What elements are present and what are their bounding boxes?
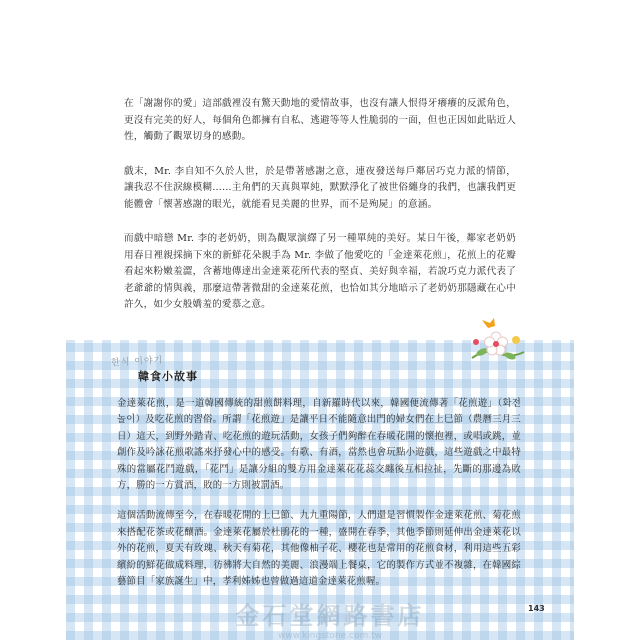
section-text <box>117 396 521 604</box>
page-number: 143 <box>528 604 545 613</box>
main-text <box>124 96 516 332</box>
watermark-text: 金石堂網路書店 <box>235 601 425 630</box>
section-title: 韓食小故事 <box>138 370 198 383</box>
main-paragraph-3: 而戲中暗戀 Mr. 李的老奶奶，則為觀眾演繹了另一種單純的美好。某日午後，鄰家老奶奶用春日裡親採摘下來的新鮮花朵親手為 Mr. 李做了他愛吃的「金達萊花煎」，花煎上的花瓣看起來粉嫩羞澀，含蓄地傳達出金達萊花所代表的堅貞、美好與幸福，若說巧克力派代表了老爺爺的情與義，那麼這帶著微甜的金達萊花煎，也恰如其分地暗示了老奶奶那隱藏在心中許久，如少女般嬌羞的愛慕之意。 <box>124 233 516 310</box>
section-paragraph-2: 這個活動流傳至今，在春暖花開的上巳節、九九重陽節，人們還是習慣製作金達萊花煎、菊花煎來搭配花茶或花釀酒。金達萊花屬於杜鵑花的一種，盛開在春季，其他季節則延伸出金達萊花以外的花煎，夏天有玫瑰、秋天有菊花，其他像柚子花、櫻花也是常用的花煎食材，利用這些五彩繽紛的鮮花做成料理，彷彿將大自然的美麗、浪漫端上餐桌，它的製作方式並不複雜，在韓國綜藝節目「家族誕生」中，孝利姊姊也曾做過這道金達萊花煎喔。 <box>117 510 521 588</box>
flower-illustration <box>466 318 530 370</box>
watermark-url: www.kingstone.com.tw <box>277 631 383 640</box>
korean-section-title: 한식 이야기 <box>110 355 164 369</box>
main-paragraph-2: 戲末，Mr. 李自知不久於人世，於是帶著感謝之意，連夜發送每戶鄰居巧克力派的情節，讓我忍不住淚線模糊……主角們的天真與單純，默默淨化了被世俗纏身的我們，也讓我們更能體會「懷著感謝的眼光，就能看見美麗的世界，而不是殉屍」的意涵。 <box>124 165 516 210</box>
section-paragraph-1: 金達萊花煎，是一道韓國傳統的甜煎餅料理，自新羅時代以來，韓國便流傳著「花煎遊」（화전놀이）及吃花煎的習俗。所謂「花煎遊」是讓平日不能隨意出門的婦女們在上巳節（農曆三月三日）這天，到野外踏青、吃花煎的遊玩活動，女孩子們夠醉在春暖花開的懷抱裡，或唱或跳，並創作及吟詠花煎歌謠來抒發心中的感受。有歌、有酒，當然也會玩點小遊戲，這些遊戲之中最特殊的當屬花鬥遊戲，「花鬥」是讓分組的雙方用金達萊花花蕊交纏後互相拉扯，先斷的那邊為敗方，勝的一方賞酒，敗的一方則被罰酒。 <box>117 398 521 492</box>
main-paragraph-1: 在「謝謝你的愛」這部戲裡沒有驚天動地的愛情故事，也沒有讓人恨得牙癢癢的反派角色，更沒有完美的好人，每個角色都擁有自私、逃避等等人性脆弱的一面，但也正因如此貼近人性，觸動了觀眾切身的感動。 <box>124 98 516 142</box>
